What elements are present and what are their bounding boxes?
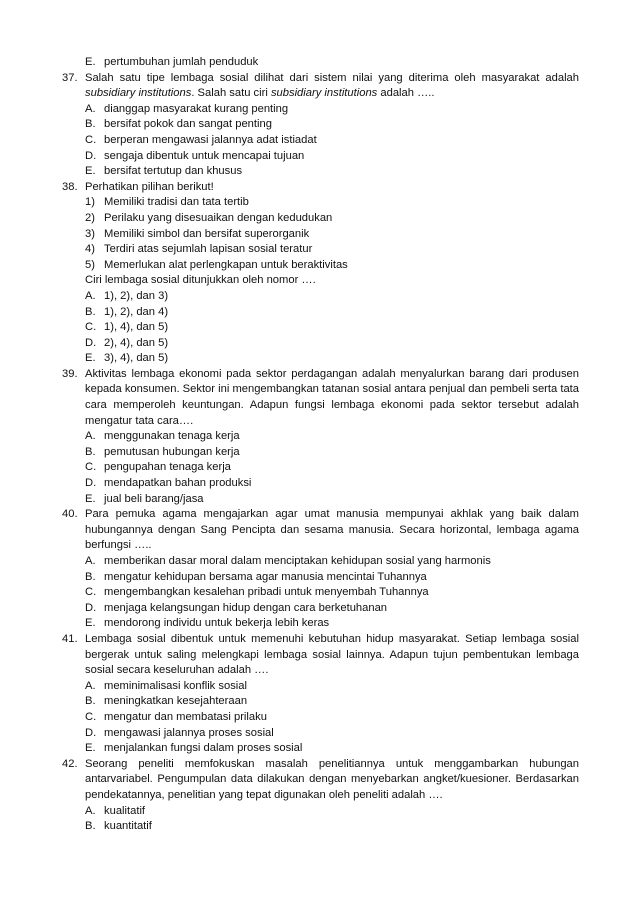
option-letter: A. [85,555,96,567]
stem-italic-term: subsidiary institutions [270,87,378,100]
question-list [62,55,579,835]
statement-number: 1) [85,196,95,209]
question-number: 39. [62,367,78,380]
answer-option [62,460,579,476]
option-text: meminimalisasi konflik sosial [104,679,247,692]
statement-number: 5) [85,258,95,271]
question-number: 41. [62,632,78,645]
option-letter: B. [85,305,96,318]
question-stem [62,367,579,429]
option-text: 3), 4), dan 5) [104,352,169,365]
option-text: menggunakan tenaga kerja [104,430,240,443]
option-letter: B. [85,695,96,708]
question-block [62,180,579,367]
option-letter: A. [85,430,96,443]
statement-text: Memiliki simbol dan bersifat superorganik [104,227,310,240]
question-block [62,367,579,507]
answer-option [62,570,579,586]
option-letter: A. [85,102,96,115]
answer-option [62,554,579,570]
question-number: 40. [62,508,78,521]
answer-option [62,616,579,632]
option-text: 1), 4), dan 5) [104,321,169,334]
question-block [62,71,579,180]
answer-option [62,819,579,835]
option-text: mendapatkan bahan produksi [104,477,252,490]
question-stem [62,507,579,554]
stem-italic-term: subsidiary institutions [85,87,192,100]
question-stem [62,757,579,804]
answer-option [62,351,579,367]
stem-text: Lembaga sosial dibentuk untuk memenuhi kebutuhan hidup masyarakat. Setiap lembaga sosial bergerak untuk saling melengkapi lembaga sosial lainnya. Adapun tujun pembentukan lembaga sosial secara keseluruhan adalah …. [85,632,579,677]
answer-option [62,102,579,118]
statement-item [62,227,579,243]
option-text: 1), 2), dan 3) [104,289,169,302]
option-text: menjalankan fungsi dalam proses sosial [104,742,303,755]
question-prompt: Ciri lembaga sosial ditunjukkan oleh nomor …. [85,274,316,287]
option-text: pertumbuhan jumlah penduduk [104,56,259,68]
option-letter: E. [85,742,96,755]
stem-text: Aktivitas lembaga ekonomi pada sektor perdagangan adalah menyalurkan barang dari produsen kepada konsumen. Sektor ini mengembangkan tatanan sosial antara penjual dan pembeli serta tata cara memperoleh keuntungan. Adapun fungsi lembaga ekonomi pada sektor tersebut adalah mengatur tata cara…. [85,367,579,427]
answer-option [62,133,579,149]
answer-option [62,694,579,710]
option-letter: B. [85,118,96,131]
option-letter: C. [85,710,97,723]
option-letter: C. [85,586,97,599]
option-letter: A. [85,289,96,302]
answer-option [62,710,579,726]
statement-number: 2) [85,211,95,224]
option-letter: D. [85,726,97,739]
stem-text: Salah satu tipe lembaga sosial dilihat dari sistem nilai yang diterima oleh masyarakat adalah [85,71,579,84]
answer-option [62,804,579,820]
option-letter: C. [85,133,97,146]
option-text: memberikan dasar moral dalam menciptakan kehidupan sosial yang harmonis [104,555,491,567]
option-text: meningkatkan kesejahteraan [104,695,248,708]
option-text: kualitatif [104,804,146,817]
option-letter: E. [85,56,96,68]
question-block [62,632,579,757]
option-letter: D. [85,601,97,614]
option-text: pengupahan tenaga kerja [104,461,231,474]
stem-text: adalah ….. [377,87,435,100]
answer-option [62,149,579,165]
option-text: mengatur dan membatasi prilaku [104,710,267,723]
answer-option [62,429,579,445]
answer-option [62,726,579,742]
option-text: mengawasi jalannya proses sosial [104,726,274,739]
statement-text: Memerlukan alat perlengkapan untuk beraktivitas [104,258,348,271]
statement-number: 4) [85,243,95,256]
question-stem [62,71,579,102]
option-text: dianggap masyarakat kurang penting [104,102,289,115]
option-letter: E. [85,617,96,630]
answer-option [62,117,579,133]
option-letter: B. [85,820,96,833]
option-letter: B. [85,570,96,583]
option-letter: E. [85,165,96,178]
question-block [62,507,579,632]
option-letter: E. [85,492,96,505]
answer-option [62,679,579,695]
question-number: 42. [62,757,78,770]
option-text: 1), 2), dan 4) [104,305,169,318]
answer-option [62,601,579,617]
option-text: mendorong individu untuk bekerja lebih keras [104,617,330,630]
option-text: berperan mengawasi jalannya adat istiadat [104,133,317,146]
option-letter: D. [85,477,97,490]
option-letter: C. [85,321,97,334]
option-letter: A. [85,679,96,692]
statement-item [62,195,579,211]
option-text: bersifat tertutup dan khusus [104,165,243,178]
answer-option [62,336,579,352]
option-text: sengaja dibentuk untuk mencapai tujuan [104,149,305,162]
answer-option [62,445,579,461]
question-number: 38. [62,180,78,193]
stem-text: Perhatikan pilihan berikut! [85,180,214,193]
option-text: mengatur kehidupan bersama agar manusia mencintai Tuhannya [104,570,427,583]
answer-option [62,492,579,508]
answer-option [62,164,579,180]
statement-item [62,211,579,227]
option-letter: D. [85,336,97,349]
option-text: mengembangkan kesalehan pribadi untuk menyembah Tuhannya [104,586,429,599]
question-stem [62,632,579,679]
statement-text: Perilaku yang disesuaikan dengan kedudukan [104,211,333,224]
stem-text: . Salah satu ciri [191,87,271,100]
option-letter: D. [85,149,97,162]
option-text: bersifat pokok dan sangat penting [104,118,272,131]
option-text: kuantitatif [104,820,152,833]
option-text: pemutusan hubungan kerja [104,445,240,458]
answer-option [62,585,579,601]
statement-item [62,242,579,258]
option-text: jual beli barang/jasa [104,492,204,505]
option-text: menjaga kelangsungan hidup dengan cara berketuhanan [104,601,388,614]
option-letter: B. [85,445,96,458]
statement-text: Memiliki tradisi dan tata tertib [104,196,249,209]
answer-option [62,289,579,305]
lead-option [62,55,579,71]
option-letter: C. [85,461,97,474]
option-letter: A. [85,804,96,817]
answer-option [62,476,579,492]
statement-text: Terdiri atas sejumlah lapisan sosial teratur [104,243,313,256]
question-stem [62,180,579,196]
option-text: 2), 4), dan 5) [104,336,169,349]
answer-option [62,305,579,321]
option-letter: E. [85,352,96,365]
stem-text: Para pemuka agama mengajarkan agar umat manusia mempunyai akhlak yang baik dalam hubungannya dengan Sang Pencipta dan sesama manusia. Secara horizontal, lembaga agama berfungsi ….. [85,508,579,552]
stem-text: Seorang peneliti memfokuskan masalah penelitiannya untuk menggambarkan hubungan antarvariabel. Pengumpulan data dilakukan dengan menyebarkan angket/kuesioner. Berdasarkan pendekatannya, penelitian yang tepat digunakan oleh peneliti adalah …. [85,757,579,801]
question-number: 37. [62,71,78,84]
statement-item [62,258,579,274]
answer-option [62,320,579,336]
statement-number: 3) [85,227,95,240]
answer-option [62,741,579,757]
question-block [62,757,579,835]
